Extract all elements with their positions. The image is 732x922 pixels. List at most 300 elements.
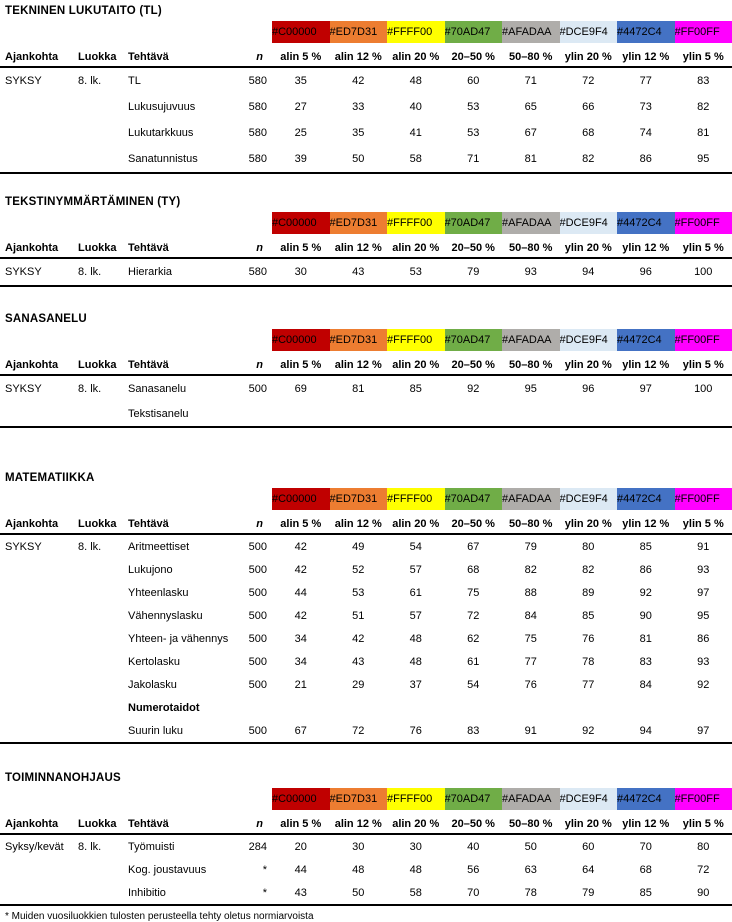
band-swatch-2: #ED7D31 <box>330 488 388 510</box>
column-header-luokka: Luokka <box>78 43 128 67</box>
section-title: TEKNINEN LUKUTAITO (TL) <box>5 5 732 17</box>
band-swatch-4: #70AD47 <box>445 488 503 510</box>
cell-value: 34 <box>272 627 330 650</box>
cell-ajankohta <box>0 719 78 743</box>
section-toiminnanohjaus <box>0 772 732 906</box>
cell-tehtava: Tekstisanelu <box>128 401 238 427</box>
cell-value: 92 <box>617 581 675 604</box>
column-header-band-5: 50–80 % <box>502 351 560 375</box>
cell-value: 77 <box>560 673 618 696</box>
cell-value: 80 <box>675 834 732 858</box>
cell-value: 58 <box>387 146 445 173</box>
cell-value: 94 <box>560 258 618 286</box>
band-swatch-5: #AFADAA <box>502 21 560 43</box>
column-header-band-8: ylin 5 % <box>675 351 732 375</box>
band-swatch-4: #70AD47 <box>445 329 503 351</box>
cell-value: 97 <box>675 719 732 743</box>
section-sanasanelu <box>0 313 732 428</box>
cell-tehtava: Yhteen- ja vähennys <box>128 627 238 650</box>
column-header-band-8: ylin 5 % <box>675 43 732 67</box>
column-header-band-4: 20–50 % <box>445 43 503 67</box>
column-header-band-5: 50–80 % <box>502 510 560 534</box>
cell-value: 49 <box>330 534 388 558</box>
cell-ajankohta <box>0 120 78 146</box>
column-header-band-6: ylin 20 % <box>560 351 618 375</box>
band-swatch-7: #4472C4 <box>617 212 675 234</box>
band-swatch-2: #ED7D31 <box>330 212 388 234</box>
cell-n: 500 <box>238 581 272 604</box>
cell-value <box>560 401 618 427</box>
cell-luokka: 8. lk. <box>78 375 128 401</box>
column-header-band-7: ylin 12 % <box>617 510 675 534</box>
cell-value: 85 <box>560 604 618 627</box>
cell-tehtava: Jakolasku <box>128 673 238 696</box>
cell-value: 57 <box>387 558 445 581</box>
cell-value: 65 <box>502 94 560 120</box>
cell-value: 91 <box>502 719 560 743</box>
column-header-band-1: alin 5 % <box>272 43 330 67</box>
cell-value <box>445 401 503 427</box>
cell-value: 37 <box>387 673 445 696</box>
cell-value: 93 <box>675 650 732 673</box>
section-title: TEKSTINYMMÄRTÄMINEN (TY) <box>5 196 732 208</box>
cell-value: 88 <box>502 581 560 604</box>
cell-ajankohta: SYKSY <box>0 534 78 558</box>
cell-value: 68 <box>445 558 503 581</box>
table-row <box>0 834 732 858</box>
cell-n: 580 <box>238 258 272 286</box>
cell-tehtava: Kertolasku <box>128 650 238 673</box>
cell-tehtava: Sanasanelu <box>128 375 238 401</box>
cell-tehtava: Lukusujuvuus <box>128 94 238 120</box>
cell-value: 42 <box>330 67 388 94</box>
cell-value: 86 <box>617 146 675 173</box>
column-header-n: n <box>238 810 272 834</box>
cell-value: 40 <box>445 834 503 858</box>
cell-value: 85 <box>617 534 675 558</box>
band-row <box>0 788 732 810</box>
cell-value: 50 <box>330 881 388 905</box>
cell-value <box>330 696 388 719</box>
cell-value: 48 <box>387 858 445 881</box>
cell-value: 76 <box>387 719 445 743</box>
column-header-band-8: ylin 5 % <box>675 510 732 534</box>
cell-ajankohta <box>0 558 78 581</box>
column-header-luokka: Luokka <box>78 510 128 534</box>
column-header-band-3: alin 20 % <box>387 810 445 834</box>
table-row <box>0 581 732 604</box>
cell-value <box>272 401 330 427</box>
cell-value: 51 <box>330 604 388 627</box>
cell-tehtava: Vähennyslasku <box>128 604 238 627</box>
cell-ajankohta <box>0 581 78 604</box>
table-row <box>0 146 732 173</box>
header-row <box>0 351 732 375</box>
cell-value: 35 <box>330 120 388 146</box>
cell-tehtava: Aritmeettiset <box>128 534 238 558</box>
cell-value: 73 <box>617 94 675 120</box>
cell-value: 50 <box>330 146 388 173</box>
cell-value: 66 <box>560 94 618 120</box>
table-row <box>0 67 732 94</box>
cell-ajankohta <box>0 650 78 673</box>
cell-value: 76 <box>502 673 560 696</box>
cell-ajankohta <box>0 881 78 905</box>
cell-tehtava: Suurin luku <box>128 719 238 743</box>
section-title: TOIMINNANOHJAUS <box>5 772 732 784</box>
cell-tehtava: Lukujono <box>128 558 238 581</box>
cell-luokka <box>78 858 128 881</box>
cell-tehtava: TL <box>128 67 238 94</box>
column-header-band-5: 50–80 % <box>502 43 560 67</box>
band-swatch-3: #FFFF00 <box>387 329 445 351</box>
cell-value: 81 <box>502 146 560 173</box>
cell-value <box>560 696 618 719</box>
cell-value: 76 <box>560 627 618 650</box>
band-swatch-2: #ED7D31 <box>330 21 388 43</box>
cell-n: * <box>238 881 272 905</box>
table-row <box>0 696 732 719</box>
cell-value: 62 <box>445 627 503 650</box>
cell-tehtava: Hierarkia <box>128 258 238 286</box>
table-row <box>0 401 732 427</box>
norm-table-tekstinymmartaminen <box>0 212 732 287</box>
cell-n: 500 <box>238 604 272 627</box>
cell-value: 53 <box>445 120 503 146</box>
norm-table-tekninen-lukutaito <box>0 21 732 174</box>
band-swatch-5: #AFADAA <box>502 329 560 351</box>
cell-luokka <box>78 581 128 604</box>
cell-value: 80 <box>560 534 618 558</box>
cell-tehtava: Kog. joustavuus <box>128 858 238 881</box>
norm-table-toiminnanohjaus <box>0 788 732 906</box>
section-matematiikka <box>0 472 732 744</box>
cell-value <box>272 696 330 719</box>
cell-value: 68 <box>617 858 675 881</box>
cell-value: 90 <box>617 604 675 627</box>
column-header-band-7: ylin 12 % <box>617 810 675 834</box>
cell-luokka <box>78 146 128 173</box>
cell-value: 67 <box>272 719 330 743</box>
cell-value: 74 <box>617 120 675 146</box>
band-swatch-6: #DCE9F4 <box>560 329 618 351</box>
band-row <box>0 329 732 351</box>
column-header-band-4: 20–50 % <box>445 510 503 534</box>
cell-ajankohta <box>0 673 78 696</box>
cell-value: 27 <box>272 94 330 120</box>
cell-luokka: 8. lk. <box>78 258 128 286</box>
cell-n: 500 <box>238 719 272 743</box>
cell-value: 44 <box>272 858 330 881</box>
band-spacer <box>0 21 272 43</box>
cell-value: 86 <box>617 558 675 581</box>
band-swatch-3: #FFFF00 <box>387 488 445 510</box>
band-swatch-8: #FF00FF <box>675 329 732 351</box>
cell-value: 53 <box>387 258 445 286</box>
column-header-band-4: 20–50 % <box>445 810 503 834</box>
column-header-band-2: alin 12 % <box>330 43 388 67</box>
band-swatch-4: #70AD47 <box>445 21 503 43</box>
column-header-tehtava: Tehtävä <box>128 43 238 67</box>
cell-ajankohta <box>0 94 78 120</box>
band-swatch-5: #AFADAA <box>502 788 560 810</box>
column-header-band-2: alin 12 % <box>330 234 388 258</box>
table-row <box>0 719 732 743</box>
band-swatch-7: #4472C4 <box>617 329 675 351</box>
cell-tehtava: Lukutarkkuus <box>128 120 238 146</box>
band-row <box>0 21 732 43</box>
cell-luokka: 8. lk. <box>78 67 128 94</box>
cell-value: 95 <box>675 146 732 173</box>
cell-value: 91 <box>675 534 732 558</box>
cell-value: 39 <box>272 146 330 173</box>
cell-value: 25 <box>272 120 330 146</box>
cell-value: 48 <box>387 627 445 650</box>
band-swatch-2: #ED7D31 <box>330 329 388 351</box>
cell-n: 500 <box>238 627 272 650</box>
table-row <box>0 604 732 627</box>
band-spacer <box>0 488 272 510</box>
cell-n: 580 <box>238 67 272 94</box>
column-header-band-7: ylin 12 % <box>617 43 675 67</box>
cell-value <box>675 696 732 719</box>
cell-value: 72 <box>675 858 732 881</box>
header-row <box>0 510 732 534</box>
cell-value: 86 <box>675 627 732 650</box>
column-header-band-7: ylin 12 % <box>617 234 675 258</box>
cell-value: 83 <box>617 650 675 673</box>
band-row <box>0 488 732 510</box>
cell-value: 75 <box>445 581 503 604</box>
cell-value: 61 <box>387 581 445 604</box>
cell-value: 48 <box>330 858 388 881</box>
column-header-band-8: ylin 5 % <box>675 234 732 258</box>
column-header-luokka: Luokka <box>78 234 128 258</box>
band-swatch-7: #4472C4 <box>617 21 675 43</box>
section-title: SANASANELU <box>5 313 732 325</box>
footnote: * Muiden vuosiluokkien tulosten perusteella tehty oletus normiarvoista <box>5 911 732 922</box>
band-swatch-3: #FFFF00 <box>387 21 445 43</box>
column-header-band-3: alin 20 % <box>387 43 445 67</box>
cell-value: 40 <box>387 94 445 120</box>
cell-value: 70 <box>445 881 503 905</box>
cell-luokka <box>78 558 128 581</box>
cell-value: 41 <box>387 120 445 146</box>
cell-n: * <box>238 858 272 881</box>
cell-value: 90 <box>675 881 732 905</box>
cell-ajankohta <box>0 401 78 427</box>
cell-value: 81 <box>675 120 732 146</box>
cell-tehtava: Inhibitio <box>128 881 238 905</box>
cell-value: 100 <box>675 258 732 286</box>
band-swatch-8: #FF00FF <box>675 488 732 510</box>
table-row <box>0 881 732 905</box>
cell-value: 52 <box>330 558 388 581</box>
header-row <box>0 43 732 67</box>
cell-tehtava: Työmuisti <box>128 834 238 858</box>
band-swatch-5: #AFADAA <box>502 488 560 510</box>
cell-value <box>502 696 560 719</box>
cell-luokka <box>78 401 128 427</box>
cell-value: 82 <box>502 558 560 581</box>
table-row <box>0 534 732 558</box>
cell-value: 48 <box>387 67 445 94</box>
band-swatch-1: #C00000 <box>272 212 330 234</box>
cell-value: 84 <box>502 604 560 627</box>
cell-value: 70 <box>617 834 675 858</box>
cell-n <box>238 696 272 719</box>
band-swatch-5: #AFADAA <box>502 212 560 234</box>
cell-value: 95 <box>502 375 560 401</box>
cell-value: 81 <box>617 627 675 650</box>
cell-value: 92 <box>675 673 732 696</box>
header-row <box>0 234 732 258</box>
cell-value <box>387 696 445 719</box>
cell-luokka <box>78 696 128 719</box>
column-header-tehtava: Tehtävä <box>128 234 238 258</box>
band-swatch-1: #C00000 <box>272 488 330 510</box>
cell-ajankohta: Syksy/kevät <box>0 834 78 858</box>
cell-value: 54 <box>387 534 445 558</box>
cell-value: 79 <box>502 534 560 558</box>
cell-value: 63 <box>502 858 560 881</box>
column-header-ajankohta: Ajankohta <box>0 510 78 534</box>
cell-value: 30 <box>272 258 330 286</box>
cell-luokka: 8. lk. <box>78 534 128 558</box>
column-header-n: n <box>238 510 272 534</box>
cell-value: 97 <box>617 375 675 401</box>
cell-value: 82 <box>560 146 618 173</box>
cell-value: 77 <box>502 650 560 673</box>
cell-luokka <box>78 94 128 120</box>
cell-value: 20 <box>272 834 330 858</box>
cell-value: 83 <box>675 67 732 94</box>
cell-value: 71 <box>502 67 560 94</box>
cell-luokka <box>78 673 128 696</box>
cell-n: 500 <box>238 650 272 673</box>
column-header-band-3: alin 20 % <box>387 351 445 375</box>
column-header-band-6: ylin 20 % <box>560 43 618 67</box>
cell-value: 56 <box>445 858 503 881</box>
cell-value: 81 <box>330 375 388 401</box>
band-spacer <box>0 329 272 351</box>
cell-n: 500 <box>238 558 272 581</box>
band-swatch-3: #FFFF00 <box>387 788 445 810</box>
section-tekninen-lukutaito <box>0 5 732 174</box>
cell-ajankohta <box>0 146 78 173</box>
column-header-band-8: ylin 5 % <box>675 810 732 834</box>
cell-value: 43 <box>272 881 330 905</box>
cell-value: 95 <box>675 604 732 627</box>
column-header-tehtava: Tehtävä <box>128 510 238 534</box>
cell-value: 43 <box>330 650 388 673</box>
band-swatch-6: #DCE9F4 <box>560 788 618 810</box>
cell-value: 67 <box>445 534 503 558</box>
cell-value <box>330 401 388 427</box>
cell-value: 64 <box>560 858 618 881</box>
column-header-luokka: Luokka <box>78 810 128 834</box>
column-header-band-4: 20–50 % <box>445 351 503 375</box>
band-swatch-2: #ED7D31 <box>330 788 388 810</box>
cell-value: 48 <box>387 650 445 673</box>
cell-value <box>387 401 445 427</box>
cell-value: 77 <box>617 67 675 94</box>
cell-n: 580 <box>238 120 272 146</box>
cell-value: 72 <box>560 67 618 94</box>
column-header-band-3: alin 20 % <box>387 234 445 258</box>
table-row <box>0 258 732 286</box>
column-header-band-6: ylin 20 % <box>560 810 618 834</box>
table-row <box>0 627 732 650</box>
cell-n: 284 <box>238 834 272 858</box>
cell-value: 78 <box>560 650 618 673</box>
cell-value <box>502 401 560 427</box>
cell-value: 68 <box>560 120 618 146</box>
column-header-band-5: 50–80 % <box>502 810 560 834</box>
cell-value: 100 <box>675 375 732 401</box>
cell-value: 94 <box>617 719 675 743</box>
column-header-band-1: alin 5 % <box>272 810 330 834</box>
cell-value: 53 <box>330 581 388 604</box>
column-header-band-4: 20–50 % <box>445 234 503 258</box>
cell-ajankohta: SYKSY <box>0 67 78 94</box>
cell-value: 58 <box>387 881 445 905</box>
cell-value: 42 <box>272 604 330 627</box>
cell-value: 89 <box>560 581 618 604</box>
band-swatch-8: #FF00FF <box>675 212 732 234</box>
column-header-band-2: alin 12 % <box>330 351 388 375</box>
table-row <box>0 858 732 881</box>
cell-ajankohta: SYKSY <box>0 258 78 286</box>
column-header-luokka: Luokka <box>78 351 128 375</box>
norm-table-matematiikka <box>0 488 732 744</box>
cell-value: 79 <box>445 258 503 286</box>
band-row <box>0 212 732 234</box>
cell-ajankohta <box>0 604 78 627</box>
cell-value: 92 <box>445 375 503 401</box>
column-header-band-2: alin 12 % <box>330 510 388 534</box>
cell-value: 33 <box>330 94 388 120</box>
column-header-band-2: alin 12 % <box>330 810 388 834</box>
band-swatch-7: #4472C4 <box>617 788 675 810</box>
column-header-n: n <box>238 351 272 375</box>
table-row <box>0 558 732 581</box>
band-swatch-6: #DCE9F4 <box>560 21 618 43</box>
column-header-band-1: alin 5 % <box>272 351 330 375</box>
cell-value: 61 <box>445 650 503 673</box>
cell-value: 96 <box>617 258 675 286</box>
cell-tehtava: Yhteenlasku <box>128 581 238 604</box>
cell-value: 53 <box>445 94 503 120</box>
band-swatch-4: #70AD47 <box>445 788 503 810</box>
cell-value: 42 <box>330 627 388 650</box>
cell-tehtava: Sanatunnistus <box>128 146 238 173</box>
cell-value: 43 <box>330 258 388 286</box>
column-header-n: n <box>238 43 272 67</box>
cell-value: 54 <box>445 673 503 696</box>
cell-ajankohta: SYKSY <box>0 375 78 401</box>
cell-value: 44 <box>272 581 330 604</box>
cell-luokka <box>78 881 128 905</box>
table-row <box>0 120 732 146</box>
cell-value: 57 <box>387 604 445 627</box>
band-spacer <box>0 212 272 234</box>
cell-ajankohta <box>0 858 78 881</box>
cell-luokka <box>78 604 128 627</box>
cell-value: 82 <box>675 94 732 120</box>
cell-value <box>675 401 732 427</box>
section-title: MATEMATIIKKA <box>5 472 732 484</box>
